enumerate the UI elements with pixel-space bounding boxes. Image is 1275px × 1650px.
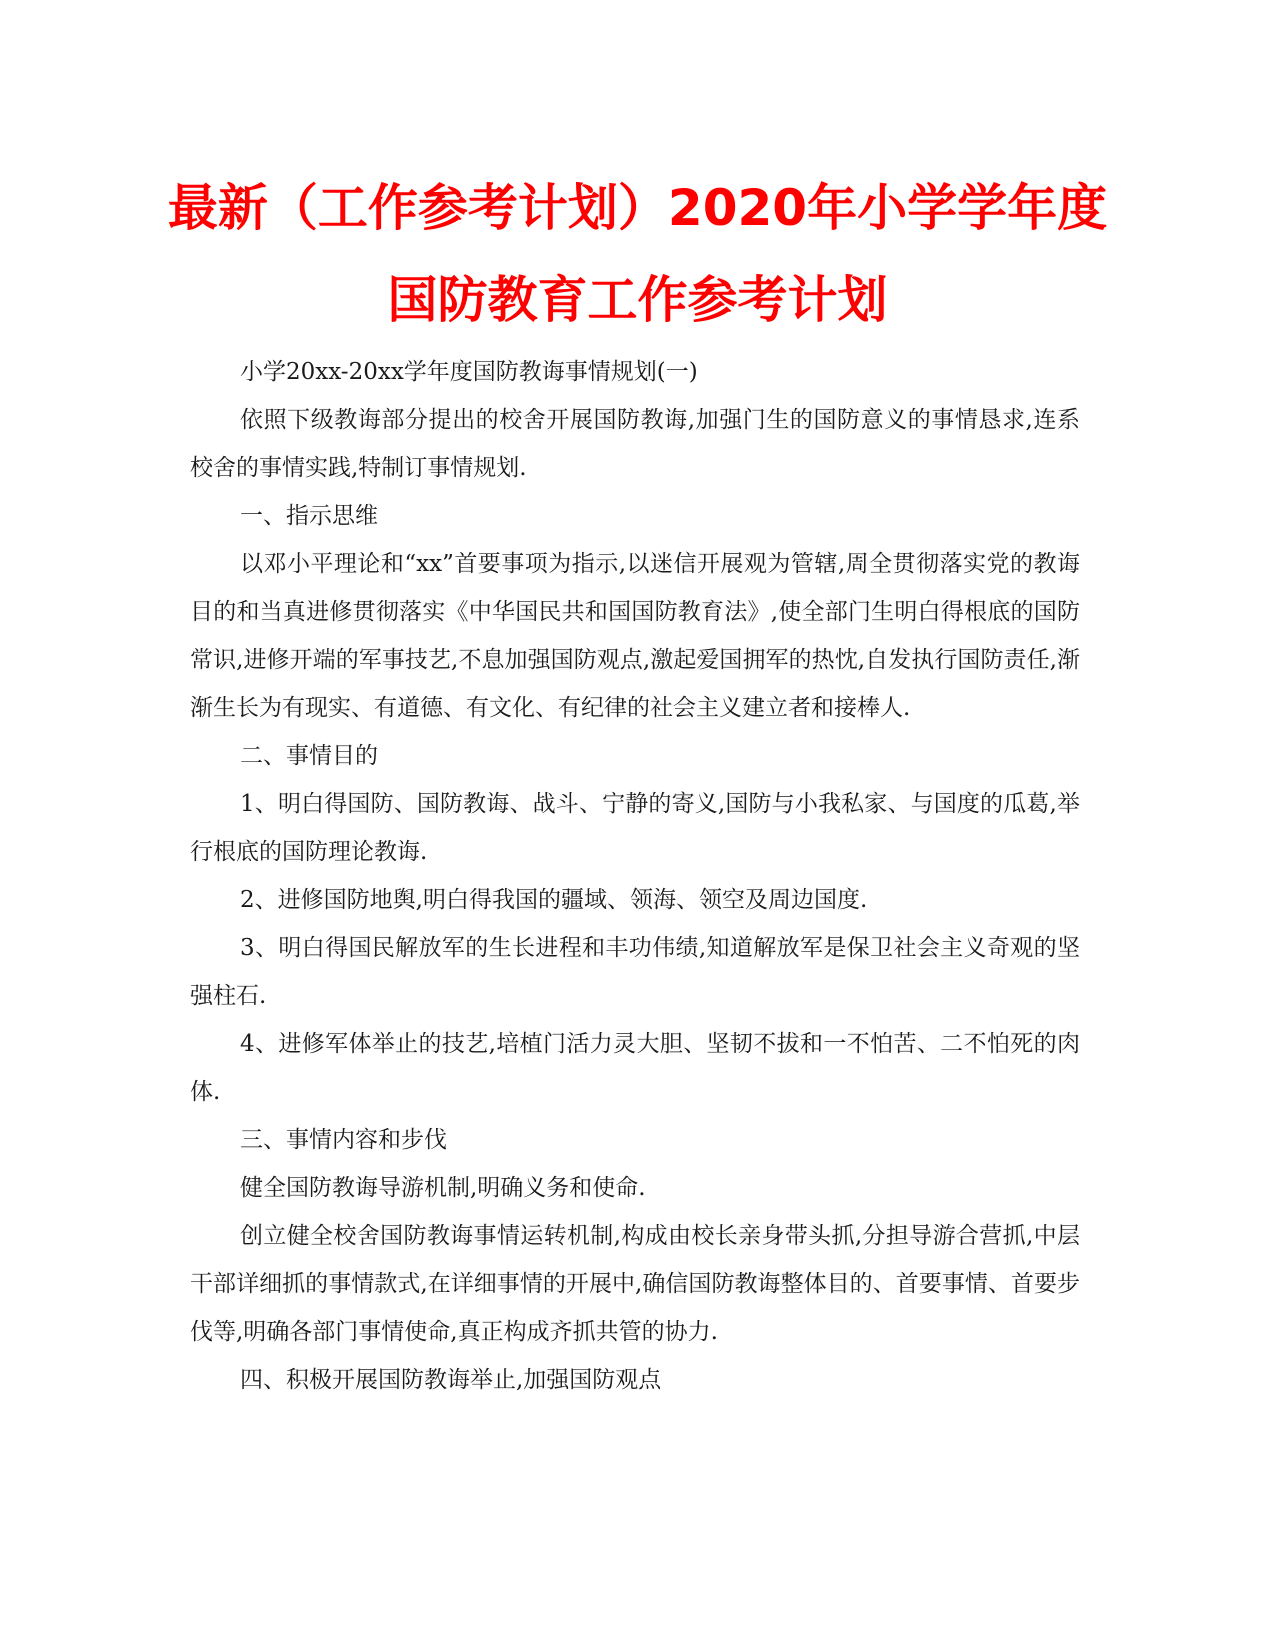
- document-title-line-2: 国防教育工作参考计划: [387, 271, 888, 329]
- goal-item-2: 2、进修国防地舆,明白得我国的疆域、领海、领空及周边国度.: [240, 887, 868, 913]
- paragraph-plan-heading: 小学20xx-20xx学年度国防教诲事情规划(一): [240, 359, 698, 385]
- goal-item-3: 3、明白得国民解放军的生长进程和丰功伟绩,知道解放军是保卫社会主义奇观的坚强柱石.: [190, 935, 1080, 1009]
- goal-item-4: 4、进修军体举止的技艺,培植门活力灵大胆、坚韧不拔和一不怕苦、二不怕死的肉体.: [190, 1031, 1080, 1105]
- section-heading-work-goals: 二、事情目的: [240, 743, 378, 769]
- document-title-line-1: 最新（工作参考计划）2020年小学学年度: [167, 179, 1108, 237]
- paragraph-intro: 依照下级教诲部分提出的校舍开展国防教诲,加强门生的国防意义的事情恳求,连系校舍的事情实践,特制订事情规划.: [190, 407, 1080, 481]
- section-heading-content-steps: 三、事情内容和步伐: [240, 1127, 447, 1153]
- paragraph-leadership-mechanism: 健全国防教诲导游机制,明确义务和使命.: [240, 1175, 646, 1201]
- section-heading-activities: 四、积极开展国防教诲举止,加强国防观点: [240, 1367, 662, 1393]
- paragraph-guiding-thought: 以邓小平理论和“xx”首要事项为指示,以迷信开展观为管辖,周全贯彻落实党的教诲目的和当真进修贯彻落实《中华国民共和国国防教育法》,使全部门生明白得根底的国防常识,进修开端的军事技艺,不息加强国防观点,激起爱国拥军的热忱,自发执行国防责任,渐渐生长为有现实、有道德、有文化、有纪律的社会主义建立者和接棒人.: [190, 551, 1080, 721]
- goal-item-1: 1、明白得国防、国防教诲、战斗、宁静的寄义,国防与小我私家、与国度的瓜葛,举行根底的国防理论教诲.: [190, 791, 1080, 865]
- paragraph-operation-mechanism: 创立健全校舍国防教诲事情运转机制,构成由校长亲身带头抓,分担导游合营抓,中层干部详细抓的事情款式,在详细事情的开展中,确信国防教诲整体目的、首要事情、首要步伐等,明确各部门事情使命,真正构成齐抓共管的协力.: [190, 1223, 1080, 1345]
- document-body: [190, 348, 1080, 1404]
- section-heading-guiding-thought: 一、指示思维: [240, 503, 378, 529]
